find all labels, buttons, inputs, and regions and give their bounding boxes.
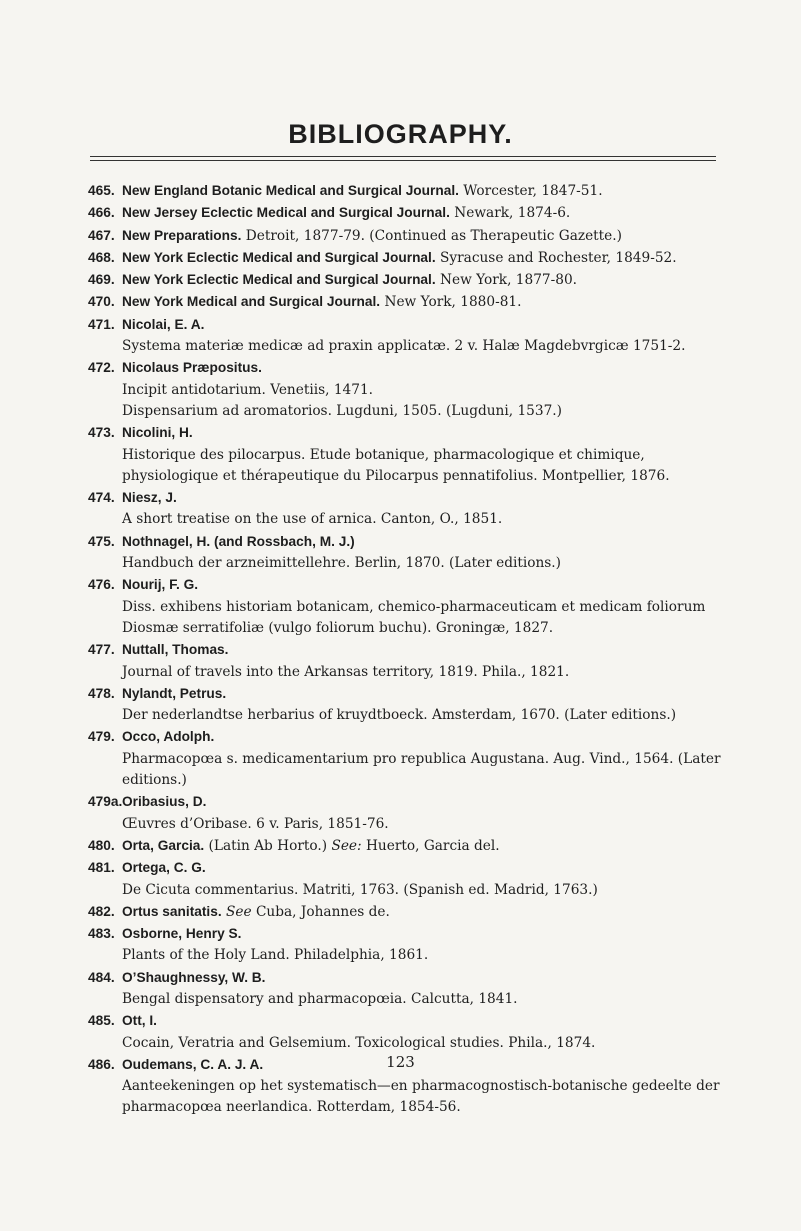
entry-number: 472. bbox=[88, 360, 115, 376]
entry-publication: Newark, 1874-6. bbox=[454, 205, 571, 222]
entry-description: Journal of travels into the Arkansas territory, 1819. Phila., 1821. bbox=[122, 663, 570, 680]
entry-description: Historique des pilocarpus. Etude botanique, pharmacologique et chimique, physiologique et thérapeutique du Pilocarpus pennatifolius. Montpellier, 1876. bbox=[122, 446, 670, 484]
entry-heading-line bbox=[122, 291, 728, 313]
entry-number: 471. bbox=[88, 316, 115, 332]
entry-description: Œuvres d’Oribase. 6 v. Paris, 1851-76. bbox=[122, 815, 389, 832]
entry-cross-reference: Huerto, Garcia del. bbox=[366, 837, 500, 854]
entry-heading-line bbox=[122, 967, 728, 989]
entry-heading: Niesz, J. bbox=[122, 490, 177, 506]
entry-heading: Nicolini, H. bbox=[122, 425, 193, 441]
bibliography-entry bbox=[88, 901, 728, 923]
entry-heading-line bbox=[122, 269, 728, 291]
entry-heading: Orta, Garcia. bbox=[122, 837, 205, 853]
entry-heading: O’Shaughnessy, W. B. bbox=[122, 969, 266, 985]
entry-publication: (Latin Ab Horto.) bbox=[208, 837, 328, 854]
entry-number: 476. bbox=[88, 577, 115, 593]
entry-number: 486. bbox=[88, 1056, 115, 1072]
bibliography-entry bbox=[88, 574, 728, 639]
bibliography-list bbox=[88, 180, 728, 1119]
entry-heading-line bbox=[122, 574, 728, 596]
entry-heading-line bbox=[122, 422, 728, 444]
entry-heading-line bbox=[122, 180, 728, 202]
bibliography-entry bbox=[88, 967, 728, 1011]
entry-description: Pharmacopœa s. medicamentarium pro republica Augustana. Aug. Vind., 1564. (Later editions.) bbox=[122, 750, 721, 789]
entry-number: 474. bbox=[88, 490, 115, 506]
entry-description: Cocain, Veratria and Gelsemium. Toxicological studies. Phila., 1874. bbox=[122, 1034, 596, 1051]
entry-heading: Occo, Adolph. bbox=[122, 729, 215, 745]
bibliography-entry bbox=[88, 180, 728, 202]
entry-heading: New York Eclectic Medical and Surgical Journal. bbox=[122, 249, 436, 265]
title-rule-top bbox=[90, 156, 716, 157]
bibliography-entry bbox=[88, 683, 728, 727]
entry-number: 467. bbox=[88, 227, 115, 243]
entry-description: De Cicuta commentarius. Matriti, 1763. (Spanish ed. Madrid, 1763.) bbox=[122, 881, 598, 898]
page-title: BIBLIOGRAPHY. bbox=[288, 119, 513, 149]
entry-description: Bengal dispensatory and pharmacopœia. Calcutta, 1841. bbox=[122, 990, 518, 1007]
entry-see-reference: See: bbox=[331, 837, 362, 854]
entry-heading: Oribasius, D. bbox=[122, 794, 207, 810]
entry-number: 485. bbox=[88, 1013, 115, 1029]
bibliography-entry bbox=[88, 835, 728, 857]
entry-heading: Oudemans, C. A. J. A. bbox=[122, 1056, 264, 1072]
entry-heading: New York Eclectic Medical and Surgical Journal. bbox=[122, 272, 436, 288]
entry-description: Diss. exhibens historiam botanicam, chemico-pharmaceuticam et medicam foliorum Diosmæ serratifoliæ (vulgo foliorum buchu). Groningæ, 1827. bbox=[122, 598, 706, 636]
entry-number: 483. bbox=[88, 926, 115, 942]
entry-heading: New Jersey Eclectic Medical and Surgical Journal. bbox=[122, 205, 450, 221]
entry-heading-line bbox=[122, 923, 728, 945]
entry-heading-line bbox=[122, 487, 728, 509]
entry-publication: New York, 1877-80. bbox=[440, 272, 578, 289]
entry-number: 482. bbox=[88, 903, 115, 919]
entry-heading-line bbox=[122, 1010, 728, 1032]
bibliography-entry bbox=[88, 923, 728, 967]
entry-number: 477. bbox=[88, 642, 115, 658]
entry-heading-line bbox=[122, 857, 728, 879]
page-number: 123 bbox=[386, 1053, 415, 1071]
bibliography-entry bbox=[88, 1010, 728, 1054]
entry-see-reference: See bbox=[226, 903, 252, 920]
entry-number: 473. bbox=[88, 425, 115, 441]
entry-number: 470. bbox=[88, 294, 115, 310]
entry-heading-line bbox=[122, 531, 728, 553]
entry-heading: Nuttall, Thomas. bbox=[122, 642, 229, 658]
entry-heading: Nicolai, E. A. bbox=[122, 316, 205, 332]
entry-heading-line bbox=[122, 247, 728, 269]
bibliography-entry bbox=[88, 791, 728, 835]
bibliography-entry bbox=[88, 202, 728, 224]
entry-description: Incipit antidotarium. Venetiis, 1471. bbox=[122, 381, 373, 398]
entry-description: Aanteekeningen op het systematisch—en pharmacognostisch-botanische gedeelte der pharmacopœa neerlandica. Rotterdam, 1854-56. bbox=[122, 1078, 720, 1116]
bibliography-entry bbox=[88, 357, 728, 422]
entry-heading-line bbox=[122, 835, 728, 857]
entry-heading-line bbox=[122, 357, 728, 379]
bibliography-entry bbox=[88, 225, 728, 247]
entry-heading-line bbox=[122, 225, 728, 247]
entry-number: 479a. bbox=[88, 794, 123, 810]
entry-description: A short treatise on the use of arnica. Canton, O., 1851. bbox=[122, 511, 503, 528]
entry-number: 465. bbox=[88, 183, 115, 198]
bibliography-entry bbox=[88, 857, 728, 901]
entry-number: 484. bbox=[88, 969, 115, 985]
bibliography-entry bbox=[88, 247, 728, 269]
entry-number: 479. bbox=[88, 729, 115, 745]
entry-heading: Nourij, F. G. bbox=[122, 577, 199, 593]
entry-publication: Worcester, 1847-51. bbox=[463, 183, 603, 199]
entry-heading-line bbox=[122, 726, 728, 748]
bibliography-entry bbox=[88, 487, 728, 531]
entry-heading-line bbox=[122, 901, 728, 923]
entry-heading: Nylandt, Petrus. bbox=[122, 685, 227, 701]
bibliography-entry bbox=[88, 422, 728, 487]
entry-publication: Detroit, 1877-79. (Continued as Therapeutic Gazette.) bbox=[245, 227, 622, 244]
entry-heading-line bbox=[122, 202, 728, 224]
entry-heading: Nicolaus Præpositus. bbox=[122, 360, 262, 376]
entry-heading-line bbox=[122, 683, 728, 705]
entry-heading: Ortus sanitatis. bbox=[122, 903, 222, 919]
bibliography-entry bbox=[88, 639, 728, 683]
entry-description: Der nederlandtse herbarius of kruydtboeck. Amsterdam, 1670. (Later editions.) bbox=[122, 707, 677, 724]
entry-number: 468. bbox=[88, 249, 115, 265]
entry-number: 480. bbox=[88, 837, 115, 853]
entry-number: 478. bbox=[88, 685, 115, 701]
entry-description: Handbuch der arzneimittellehre. Berlin, 1870. (Later editions.) bbox=[122, 555, 562, 572]
entry-cross-reference: Cuba, Johannes de. bbox=[255, 903, 390, 920]
bibliography-entry bbox=[88, 291, 728, 313]
entry-number: 475. bbox=[88, 533, 115, 549]
bibliography-entry bbox=[88, 531, 728, 575]
entry-number: 469. bbox=[88, 272, 115, 288]
entry-heading-line bbox=[122, 791, 728, 813]
entry-heading: Ortega, C. G. bbox=[122, 860, 206, 876]
entry-description: Dispensarium ad aromatorios. Lugduni, 1505. (Lugduni, 1537.) bbox=[122, 402, 562, 419]
entry-description: Plants of the Holy Land. Philadelphia, 1861. bbox=[122, 947, 429, 964]
entry-heading: New Preparations. bbox=[122, 227, 242, 243]
entry-heading: Ott, I. bbox=[122, 1013, 157, 1029]
bibliography-entry bbox=[88, 269, 728, 291]
entry-description: Systema materiæ medicæ ad praxin applicatæ. 2 v. Halæ Magdebvrgicæ 1751-2. bbox=[122, 338, 686, 355]
title-rule-bottom bbox=[90, 160, 716, 161]
entry-number: 466. bbox=[88, 205, 115, 221]
entry-number: 481. bbox=[88, 860, 115, 876]
entry-publication: New York, 1880-81. bbox=[384, 294, 522, 311]
entry-heading: New York Medical and Surgical Journal. bbox=[122, 294, 381, 310]
entry-heading: Osborne, Henry S. bbox=[122, 926, 242, 942]
entry-heading-line bbox=[122, 639, 728, 661]
bibliography-entry bbox=[88, 726, 728, 791]
entry-heading: New England Botanic Medical and Surgical Journal. bbox=[122, 183, 459, 198]
entry-heading-line bbox=[122, 314, 728, 336]
entry-heading: Nothnagel, H. (and Rossbach, M. J.) bbox=[122, 533, 355, 549]
bibliography-entry bbox=[88, 314, 728, 358]
entry-publication: Syracuse and Rochester, 1849-52. bbox=[440, 249, 677, 266]
